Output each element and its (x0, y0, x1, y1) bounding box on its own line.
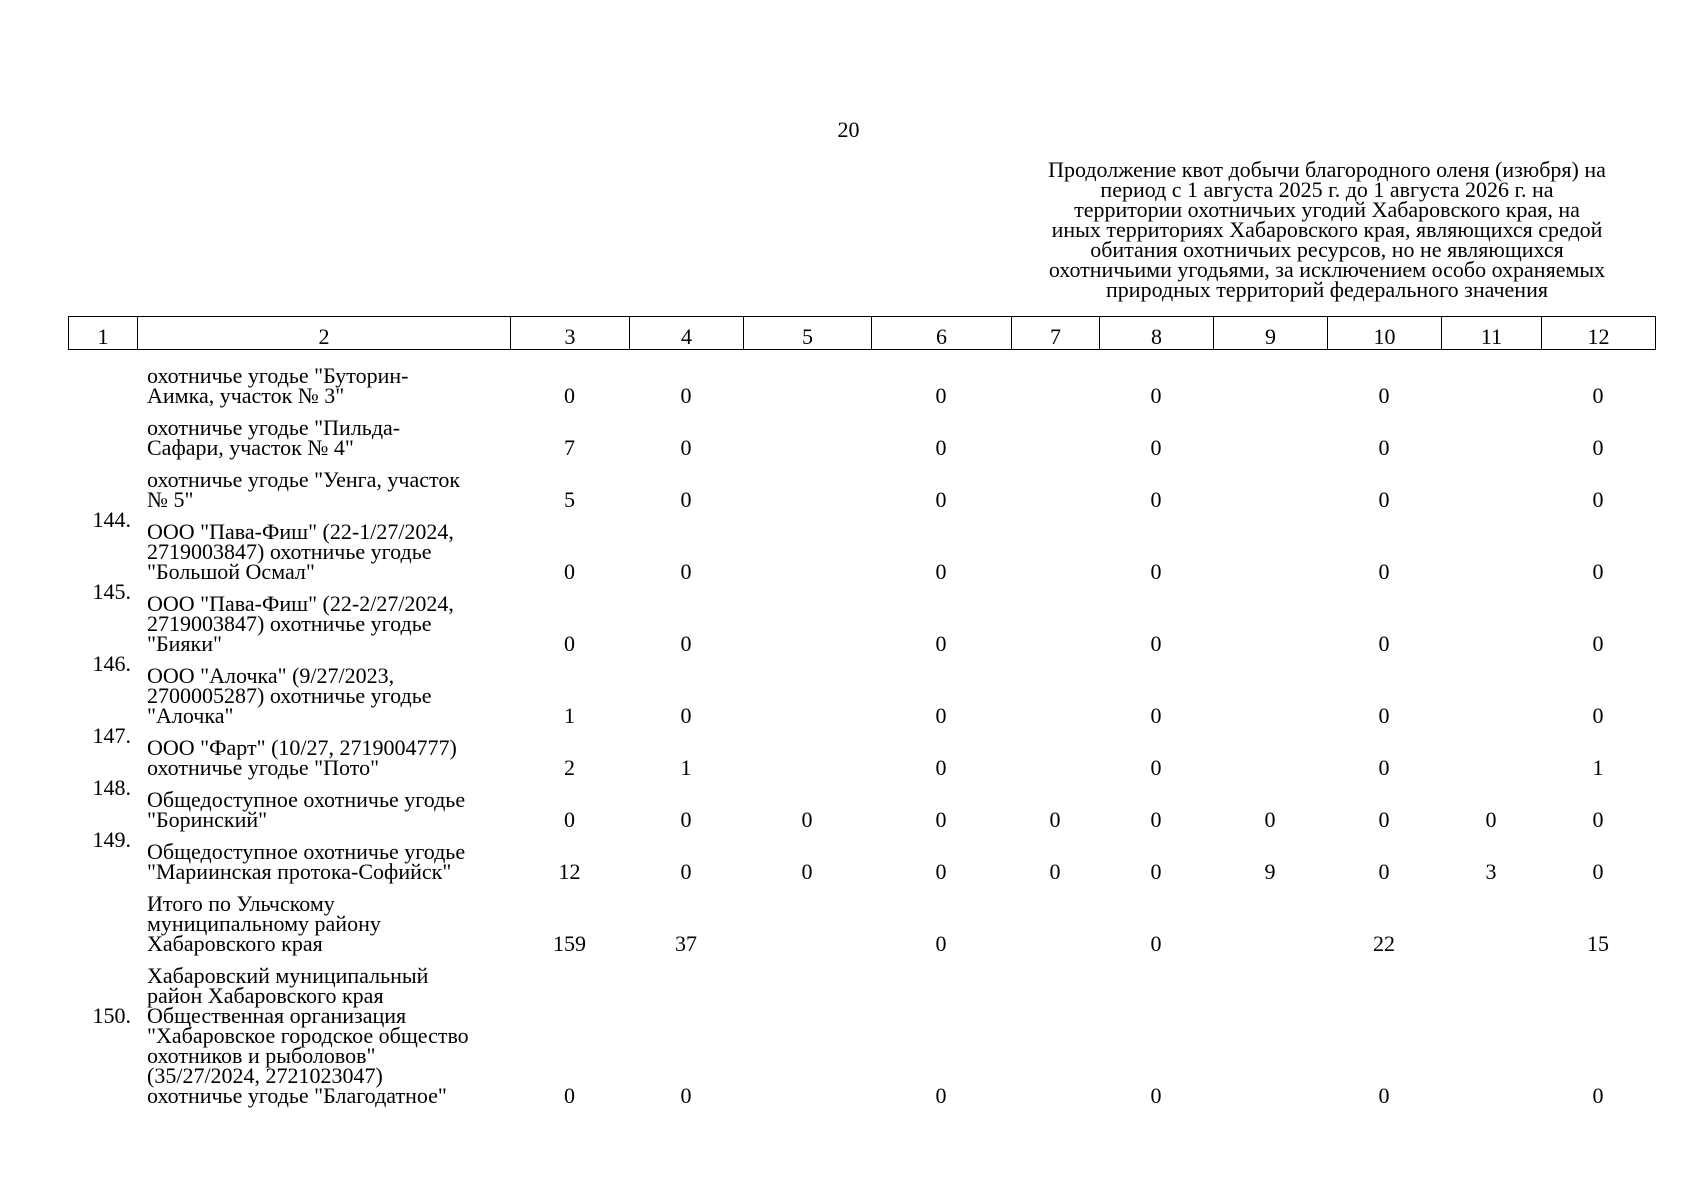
quota-value-col-3: 159 (553, 931, 586, 956)
quota-value-col-12: 0 (1592, 703, 1604, 728)
table-row (68, 882, 1655, 954)
quota-value-col-8: 0 (1150, 631, 1162, 656)
quota-value-col-4: 0 (680, 435, 692, 460)
hunting-ground-name (137, 882, 510, 954)
caption-line: период с 1 августа 2025 г. до 1 августа 2026 г. на (1100, 177, 1554, 202)
quota-value-col-5 (743, 354, 871, 406)
name-line: 2719003847) охотничье угодье (147, 539, 432, 564)
quota-value-col-5 (743, 882, 871, 954)
quota-value-col-7 (1011, 458, 1099, 510)
quota-value-col-9 (1213, 406, 1327, 458)
quota-value-col-11 (1441, 1006, 1541, 1106)
name-line: Сафари, участок № 4" (147, 435, 354, 460)
row-number: 144. (92, 507, 131, 532)
quota-value-col-4 (629, 954, 743, 1006)
quota-value-col-10: 0 (1378, 859, 1390, 884)
name-line: (35/27/2024, 2721023047) (147, 1063, 383, 1088)
column-number-2: 2 (138, 317, 511, 350)
quota-value-col-6: 0 (935, 755, 947, 780)
quota-value-col-7: 0 (1049, 807, 1061, 832)
quota-value-col-10: 0 (1378, 487, 1390, 512)
quota-value-col-5 (743, 510, 871, 582)
hunting-ground-name (137, 778, 510, 830)
quota-value-col-8: 0 (1150, 435, 1162, 460)
quota-value-col-11 (1441, 458, 1541, 510)
caption-line: охотничьими угодьями, за исключением особо охраняемых (1048, 257, 1606, 282)
name-line: Общественная организация (147, 1003, 407, 1028)
quota-value-col-10: 0 (1378, 703, 1390, 728)
quota-value-col-5 (743, 1006, 871, 1106)
hunting-ground-name (137, 582, 510, 654)
quota-value-col-12: 0 (1592, 1083, 1604, 1108)
name-line: Итого по Ульчскому (147, 891, 335, 916)
quota-value-col-3: 1 (564, 703, 575, 728)
name-line: муниципальному району (147, 911, 381, 936)
quota-value-col-7 (1011, 510, 1099, 582)
row-number: 146. (92, 651, 131, 676)
quota-value-col-11 (1441, 954, 1541, 1006)
quota-value-col-6: 0 (935, 487, 947, 512)
row-number: 147. (92, 723, 131, 748)
quota-value-col-4: 0 (680, 487, 692, 512)
name-line: район Хабаровского края (147, 983, 384, 1008)
quota-value-col-9 (1213, 1006, 1327, 1106)
quota-value-col-3 (510, 954, 629, 1006)
quota-value-col-9 (1213, 510, 1327, 582)
row-number (68, 354, 137, 406)
quota-value-col-6: 0 (935, 1083, 947, 1108)
table-row (68, 458, 1655, 510)
quota-value-col-9 (1213, 882, 1327, 954)
quota-value-col-6: 0 (935, 435, 947, 460)
name-line: Аимка, участок № 3" (147, 383, 345, 408)
caption-line: природных территорий федерального значения (1106, 277, 1548, 302)
name-line: "Большой Осмал" (147, 559, 315, 584)
quota-value-col-9 (1213, 582, 1327, 654)
name-line: охотничье угодье "Пильда- (147, 415, 401, 440)
row-number (68, 882, 137, 954)
quota-value-col-10: 0 (1378, 807, 1390, 832)
name-line: охотничье угодье "Благодатное" (147, 1083, 447, 1108)
column-number-10: 10 (1328, 317, 1442, 350)
quota-value-col-3: 0 (564, 631, 575, 656)
name-line: 2719003847) охотничье угодье (147, 611, 432, 636)
hunting-ground-name (137, 954, 510, 1006)
quota-value-col-8: 0 (1150, 1083, 1162, 1108)
hunting-ground-name (137, 1003, 510, 1108)
quota-value-col-4: 0 (680, 1083, 692, 1108)
hunting-ground-name (137, 510, 510, 582)
quota-value-col-3: 12 (558, 859, 581, 884)
table-row (68, 778, 1655, 830)
name-line: № 5" (147, 487, 194, 512)
quota-value-col-5 (743, 726, 871, 778)
table-row (68, 954, 1655, 1006)
column-number-4: 4 (630, 317, 744, 350)
quota-value-col-7: 0 (1049, 859, 1061, 884)
quota-value-col-6: 0 (935, 383, 947, 408)
name-line: Хабаровский муниципальный (147, 963, 429, 988)
name-line: "Хабаровское городское общество (147, 1023, 469, 1048)
name-line: "Бияки" (147, 631, 222, 656)
quota-value-col-11: 3 (1485, 859, 1497, 884)
caption-line: Продолжение квот добычи благородного оленя (изюбря) на (1048, 157, 1606, 182)
quota-value-col-4: 0 (680, 703, 692, 728)
column-number-1: 1 (69, 317, 138, 350)
caption-line: обитания охотничьих ресурсов, но не являющихся (1090, 237, 1564, 262)
quota-value-col-10: 0 (1378, 1083, 1390, 1108)
quota-value-col-6: 0 (935, 859, 947, 884)
quota-value-col-9: 0 (1264, 807, 1276, 832)
quota-value-col-7 (1011, 654, 1099, 726)
quota-value-col-5 (743, 954, 871, 1006)
quota-value-col-12: 0 (1592, 559, 1604, 584)
quota-value-col-8: 0 (1150, 487, 1162, 512)
quota-value-col-5: 0 (801, 807, 813, 832)
quota-value-col-7 (1011, 354, 1099, 406)
quota-value-col-10: 0 (1378, 435, 1390, 460)
name-line: ООО "Фарт" (10/27, 2719004777) (147, 735, 457, 760)
table-row (68, 726, 1655, 778)
name-line: ООО "Пава-Фиш" (22-2/27/2024, (147, 591, 454, 616)
quota-value-col-12: 0 (1592, 859, 1604, 884)
quota-value-col-4: 0 (680, 559, 692, 584)
hunting-ground-name (137, 654, 510, 726)
quota-value-col-12: 0 (1592, 807, 1604, 832)
hunting-ground-name (137, 458, 510, 510)
name-line: "Боринский" (147, 807, 268, 832)
quota-value-col-11 (1441, 726, 1541, 778)
hunting-ground-name (137, 354, 510, 406)
quota-value-col-5 (743, 654, 871, 726)
quota-value-col-11 (1441, 354, 1541, 406)
quota-value-col-8: 0 (1150, 703, 1162, 728)
hunting-ground-name (137, 406, 510, 458)
name-line: охотников и рыболовов" (147, 1043, 376, 1068)
row-number: 149. (92, 827, 131, 852)
quota-value-col-4: 0 (680, 631, 692, 656)
row-number: 145. (92, 579, 131, 604)
quota-value-col-9 (1213, 458, 1327, 510)
quota-value-col-8: 0 (1150, 383, 1162, 408)
table-row (68, 654, 1655, 726)
name-line: 2700005287) охотничье угодье (147, 683, 432, 708)
quota-value-col-9 (1213, 726, 1327, 778)
table-row (68, 830, 1655, 882)
quota-value-col-9 (1213, 954, 1327, 1006)
name-line: ООО "Алочка" (9/27/2023, (147, 663, 395, 688)
quota-value-col-8: 0 (1150, 931, 1162, 956)
quota-value-col-8: 0 (1150, 859, 1162, 884)
caption-line: территории охотничьих угодий Хабаровского края, на (1074, 197, 1580, 222)
row-number (68, 458, 137, 510)
quota-value-col-3: 0 (564, 383, 575, 408)
row-number: 148. (92, 775, 131, 800)
column-number-3: 3 (511, 317, 630, 350)
quota-value-col-11 (1441, 654, 1541, 726)
quota-value-col-6: 0 (935, 703, 947, 728)
quota-value-col-5 (743, 458, 871, 510)
column-number-12: 12 (1542, 317, 1656, 350)
quota-value-col-8: 0 (1150, 807, 1162, 832)
quota-value-col-11 (1441, 406, 1541, 458)
quota-value-col-6 (871, 954, 1011, 1006)
quota-value-col-3: 5 (564, 487, 575, 512)
quota-value-col-11: 0 (1485, 807, 1497, 832)
quota-value-col-7 (1011, 406, 1099, 458)
quota-value-col-10: 0 (1378, 559, 1390, 584)
quota-value-col-11 (1441, 882, 1541, 954)
column-number-header (68, 316, 1656, 350)
column-number-7: 7 (1012, 317, 1100, 350)
caption-line: иных территориях Хабаровского края, являющихся средой (1051, 217, 1603, 242)
name-line: охотничье угодье "Уенга, участок (147, 467, 461, 492)
table-row (68, 510, 1655, 582)
quota-value-col-6: 0 (935, 807, 947, 832)
quota-value-col-4: 0 (680, 807, 692, 832)
name-line: "Алочка" (147, 703, 234, 728)
quota-value-col-9 (1213, 354, 1327, 406)
quota-value-col-12: 1 (1592, 755, 1604, 780)
table-row (68, 406, 1655, 458)
quota-value-col-12 (1541, 954, 1655, 1006)
name-line: охотничье угодье "Пото" (147, 755, 380, 780)
table-row (68, 582, 1655, 654)
name-line: "Мариинская протока-Софийск" (147, 859, 452, 884)
name-line: охотничье угодье "Буторин- (147, 363, 409, 388)
quota-value-col-5: 0 (801, 859, 813, 884)
quota-value-col-10: 0 (1378, 755, 1390, 780)
quota-value-col-5 (743, 582, 871, 654)
row-number: 150. (92, 1003, 131, 1028)
quota-value-col-7 (1011, 582, 1099, 654)
quota-value-col-10: 22 (1373, 931, 1395, 956)
name-line: Общедоступное охотничье угодье (147, 839, 466, 864)
table-row (68, 354, 1655, 406)
quota-value-col-4: 37 (675, 931, 697, 956)
quota-value-col-3: 0 (564, 559, 575, 584)
column-number-11: 11 (1442, 317, 1542, 350)
table-row (68, 1006, 1655, 1106)
quota-value-col-3: 0 (564, 807, 575, 832)
name-line: Хабаровского края (147, 931, 323, 956)
quota-value-col-12: 0 (1592, 487, 1604, 512)
quota-value-col-7 (1011, 954, 1099, 1006)
quota-value-col-6: 0 (935, 931, 947, 956)
quota-value-col-7 (1011, 1006, 1099, 1106)
quota-table (68, 354, 1655, 1106)
quota-value-col-5 (743, 406, 871, 458)
quota-value-col-9 (1213, 654, 1327, 726)
row-number (68, 406, 137, 458)
page-number: 20 (837, 117, 860, 142)
quota-value-col-10: 0 (1378, 383, 1390, 408)
name-line: Общедоступное охотничье угодье (147, 787, 466, 812)
quota-value-col-11 (1441, 510, 1541, 582)
quota-value-col-7 (1011, 882, 1099, 954)
quota-value-col-3: 7 (564, 435, 575, 460)
name-line: ООО "Пава-Фиш" (22-1/27/2024, (147, 519, 454, 544)
quota-value-col-6: 0 (935, 559, 947, 584)
quota-value-col-3: 0 (564, 1083, 575, 1108)
quota-value-col-12: 0 (1592, 435, 1604, 460)
quota-value-col-4: 0 (680, 383, 692, 408)
quota-value-col-4: 0 (680, 859, 692, 884)
quota-value-col-9: 9 (1264, 859, 1276, 884)
quota-value-col-8 (1099, 954, 1213, 1006)
column-number-6: 6 (872, 317, 1012, 350)
hunting-ground-name (137, 726, 510, 778)
quota-value-col-3: 2 (564, 755, 575, 780)
quota-value-col-10: 0 (1378, 631, 1390, 656)
quota-value-col-12: 15 (1587, 931, 1609, 956)
quota-value-col-12: 0 (1592, 631, 1604, 656)
row-number (68, 954, 137, 1006)
quota-value-col-8: 0 (1150, 559, 1162, 584)
quota-value-col-8: 0 (1150, 755, 1162, 780)
quota-value-col-7 (1011, 726, 1099, 778)
column-number-9: 9 (1214, 317, 1328, 350)
quota-value-col-12: 0 (1592, 383, 1604, 408)
column-number-5: 5 (744, 317, 872, 350)
hunting-ground-name (137, 830, 510, 882)
quota-value-col-4: 1 (680, 755, 692, 780)
quota-value-col-6: 0 (935, 631, 947, 656)
table-caption (1012, 157, 1642, 302)
quota-value-col-10 (1327, 954, 1441, 1006)
quota-value-col-11 (1441, 582, 1541, 654)
column-number-8: 8 (1100, 317, 1214, 350)
